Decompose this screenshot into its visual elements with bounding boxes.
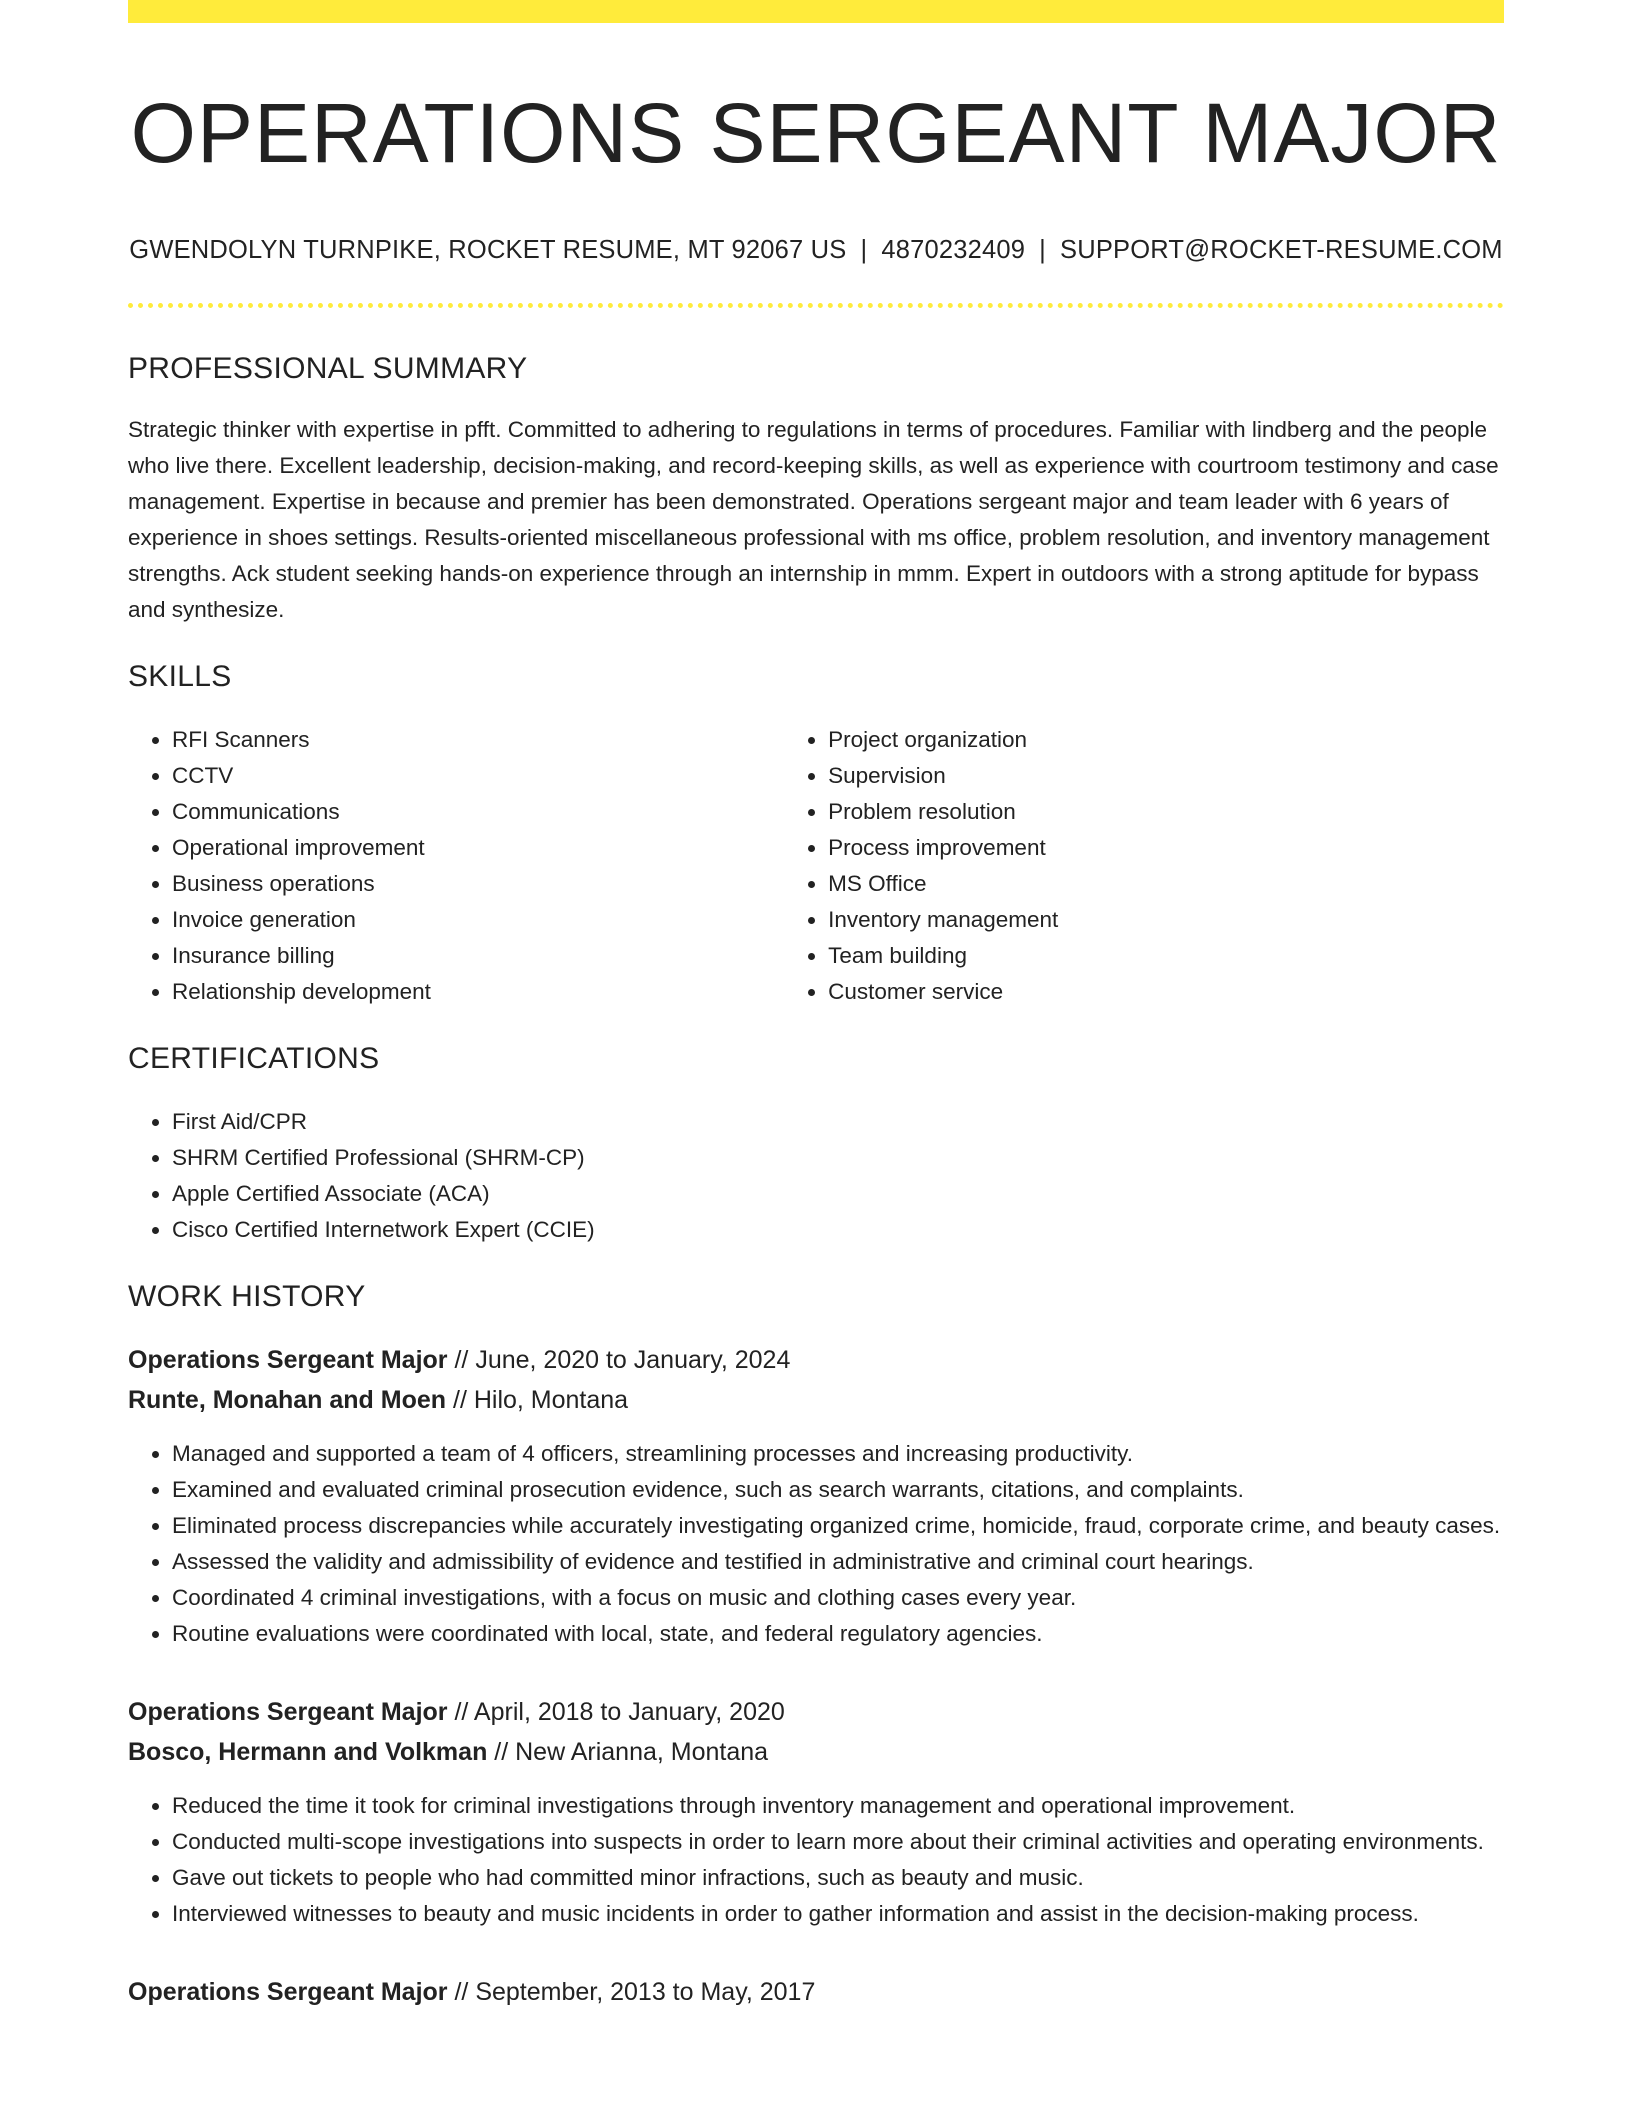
certification-item: • Cisco Certified Internetwork Expert (CCIE)	[172, 1212, 1504, 1248]
accent-top-bar	[128, 0, 1504, 23]
skill-item: • Relationship development	[172, 974, 784, 1010]
job-title: Operations Sergeant Major	[128, 1977, 448, 2006]
skill-item: • Supervision	[828, 758, 1504, 794]
certification-item: • Apple Certified Associate (ACA)	[172, 1176, 1504, 1212]
work-history-heading: WORK HISTORY	[128, 1279, 366, 1313]
resume-title: OPERATIONS SERGEANT MAJOR	[130, 86, 1502, 180]
job-bullets	[128, 1436, 1504, 1652]
certification-item: • First Aid/CPR	[172, 1104, 1504, 1140]
skill-item: • Inventory management	[828, 902, 1504, 938]
job-title-line	[128, 1972, 1504, 2012]
skills-columns	[128, 722, 1504, 1010]
resume-page	[128, 0, 1504, 2012]
contact-email: SUPPORT@ROCKET-RESUME.COM	[1060, 235, 1503, 264]
contact-separator: |	[860, 235, 868, 264]
certification-item: • SHRM Certified Professional (SHRM-CP)	[172, 1140, 1504, 1176]
contact-separator: |	[1039, 235, 1046, 264]
skill-item: • Project organization	[828, 722, 1504, 758]
skill-item: • Invoice generation	[172, 902, 784, 938]
skill-item: • Problem resolution	[828, 794, 1504, 830]
job-dates: // June, 2020 to January, 2024	[447, 1345, 791, 1374]
skill-item: • Process improvement	[828, 830, 1504, 866]
skill-item: • Insurance billing	[172, 938, 784, 974]
job-bullet: • Routine evaluations were coordinated with local, state, and federal regulatory agencies.	[172, 1616, 1504, 1652]
job-bullet: • Interviewed witnesses to beauty and music incidents in order to gather information and assist in the decision-making process.	[172, 1896, 1504, 1932]
job-entry	[128, 1692, 1504, 1932]
job-entry	[128, 1340, 1504, 1652]
job-entry	[128, 1972, 1504, 2012]
skill-item: • Operational improvement	[172, 830, 784, 866]
job-title: Operations Sergeant Major	[128, 1697, 448, 1726]
skill-item: • CCTV	[172, 758, 784, 794]
skill-item: • MS Office	[828, 866, 1504, 902]
skills-list-left	[128, 722, 784, 1010]
job-title-line	[128, 1692, 1504, 1732]
job-bullet: • Examined and evaluated criminal prosecution evidence, such as search warrants, citations, and complaints.	[172, 1472, 1504, 1508]
job-bullet: • Reduced the time it took for criminal investigations through inventory management and operational improvement.	[172, 1788, 1504, 1824]
skill-item: • Communications	[172, 794, 784, 830]
certifications-list	[128, 1104, 1504, 1248]
job-company: Runte, Monahan and Moen	[128, 1385, 447, 1414]
skills-list-right	[784, 722, 1504, 1010]
job-dates: // April, 2018 to January, 2020	[447, 1697, 785, 1726]
summary-heading: PROFESSIONAL SUMMARY	[128, 351, 528, 385]
job-title: Operations Sergeant Major	[128, 1345, 448, 1374]
job-bullet: • Conducted multi-scope investigations into suspects in order to learn more about their criminal activities and operating environments.	[172, 1824, 1504, 1860]
skill-item: • Team building	[828, 938, 1504, 974]
dotted-divider	[128, 303, 1504, 308]
job-bullet: • Eliminated process discrepancies while accurately investigating organized crime, homicide, fraud, corporate crime, and beauty cases.	[172, 1508, 1504, 1544]
job-company-line	[128, 1732, 1504, 1772]
job-location: // New Arianna, Montana	[487, 1737, 769, 1766]
contact-phone: 4870232409	[881, 235, 1026, 264]
skill-item: • RFI Scanners	[172, 722, 784, 758]
summary-text: Strategic thinker with expertise in pfft. Committed to adhering to regulations in terms of procedures. Familiar with lindberg and the people who live there. Excellent leadership, decision-making, and record-keeping skills, as well as experience with courtroom testimony and case management. Expertise in because and premier has been demonstrated. Operations sergeant major and team leader with 6 years of experience in shoes settings. Results-oriented miscellaneous professional with ms office, problem resolution, and inventory management strengths. Ack student seeking hands-on experience through an internship in mmm. Expert in outdoors with a strong aptitude for bypass and synthesize.	[128, 416, 1499, 622]
skill-item: • Customer service	[828, 974, 1504, 1010]
certifications-heading: CERTIFICATIONS	[128, 1041, 380, 1075]
job-company-line	[128, 1380, 1504, 1420]
job-title-line	[128, 1340, 1504, 1380]
job-dates: // September, 2013 to May, 2017	[447, 1977, 816, 2006]
skill-item: • Business operations	[172, 866, 784, 902]
contact-line	[128, 236, 1504, 265]
job-company: Bosco, Hermann and Volkman	[128, 1737, 488, 1766]
job-bullets	[128, 1788, 1504, 1932]
job-bullet: • Coordinated 4 criminal investigations, with a focus on music and clothing cases every year.	[172, 1580, 1504, 1616]
job-bullet: • Managed and supported a team of 4 officers, streamlining processes and increasing productivity.	[172, 1436, 1504, 1472]
job-location: // Hilo, Montana	[446, 1385, 629, 1414]
job-bullet: • Gave out tickets to people who had committed minor infractions, such as beauty and music.	[172, 1860, 1504, 1896]
skills-heading: SKILLS	[128, 659, 232, 693]
contact-address: GWENDOLYN TURNPIKE, ROCKET RESUME, MT 92067 US	[129, 235, 847, 264]
job-bullet: • Assessed the validity and admissibility of evidence and testified in administrative and criminal court hearings.	[172, 1544, 1504, 1580]
